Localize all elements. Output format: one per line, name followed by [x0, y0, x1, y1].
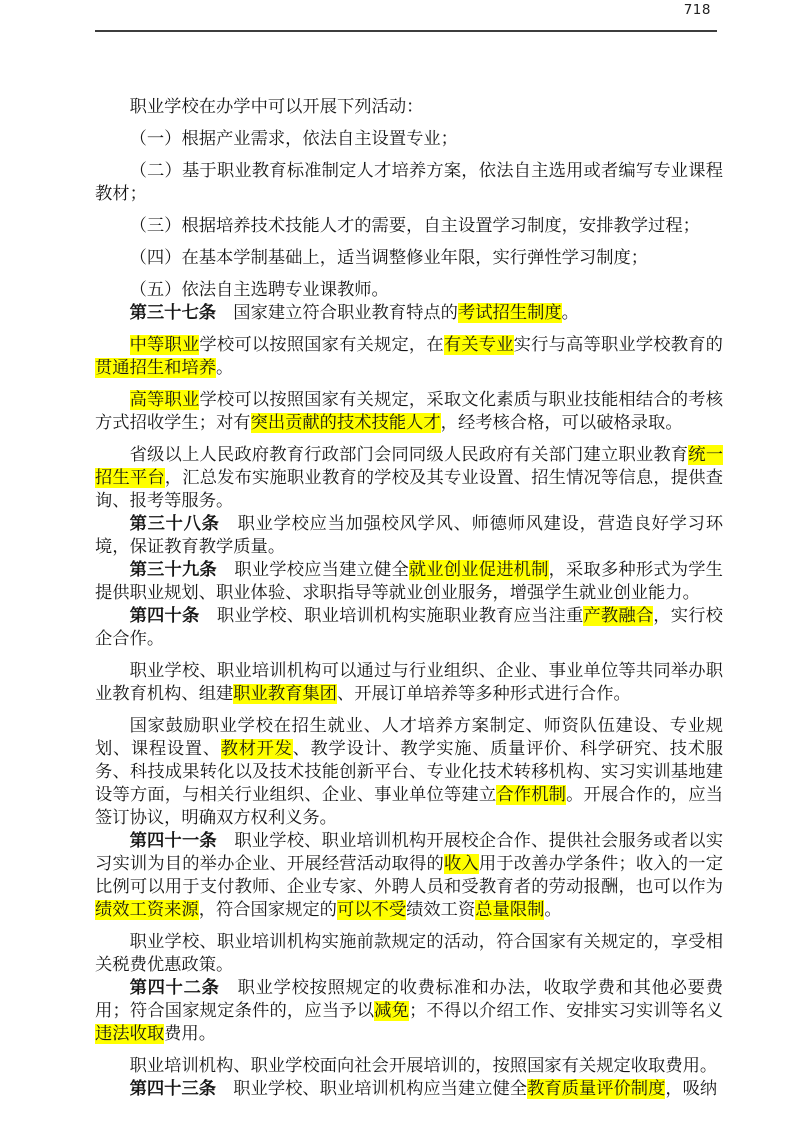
highlighted-text: 突出贡献的技术技能人才 [250, 413, 441, 433]
paragraph: 第四十条 职业学校、职业培训机构实施职业教育应当注重产教融合，实行校企合作。 [95, 606, 723, 649]
article-number: 第三十七条 [129, 303, 217, 323]
paragraph: （一）根据产业需求，依法自主设置专业； [129, 129, 458, 149]
highlighted-text: 总量限制 [475, 900, 545, 920]
highlighted-text: 产教融合 [583, 606, 654, 626]
article-number: 第四十二条 [129, 978, 220, 998]
highlighted-text: 中等职业 [129, 335, 200, 355]
document-body [95, 96, 723, 1101]
article-number: 第四十一条 [129, 831, 217, 851]
article-number: 第三十九条 [129, 560, 217, 580]
paragraph: 第四十一条 职业学校、职业培训机构开展校企合作、提供社会服务或者以实习实训为目的举办企业、开展经营活动取得的收入用于改善办学条件；收入的一定比例可以用于支付教师、企业专家、外聘人员和受教育者的劳动报酬，也可以作为绩效工资来源，符合国家规定的可以不受绩效工资总量限制。 [95, 831, 723, 920]
highlighted-text: 合作机制 [496, 785, 567, 805]
highlighted-text: 考试招生制度 [457, 303, 562, 323]
paragraph: 第三十九条 职业学校应当建立健全就业创业促进机制，采取多种形式为学生提供职业规划、职业体验、求职指导等就业创业服务，增强学生就业创业能力。 [95, 560, 723, 603]
highlighted-text: 有关专业 [443, 335, 514, 355]
paragraph: 省级以上人民政府教育行政部门会同同级人民政府有关部门建立职业教育统一招生平台，汇总发布实施职业教育的学校及其专业设置、招生情况等信息，提供查询、报考等服务。 [95, 445, 723, 511]
paragraph: 第三十七条 国家建立符合职业教育特点的考试招生制度。 [129, 303, 579, 323]
highlighted-text: 职业教育集团 [233, 684, 337, 704]
paragraph: 第四十二条 职业学校按照规定的收费标准和办法，收取学费和其他必要费用；符合国家规定条件的，应当予以减免；不得以介绍工作、安排实习实训等名义违法收取费用。 [95, 978, 723, 1044]
article-number: 第四十条 [129, 606, 200, 626]
paragraph: 中等职业学校可以按照国家有关规定，在有关专业实行与高等职业学校教育的贯通招生和培养。 [95, 335, 723, 378]
paragraph: （二）基于职业教育标准制定人才培养方案，依法自主选用或者编写专业课程教材； [95, 161, 723, 204]
page-number: 718 [683, 2, 711, 18]
article-number: 第四十三条 [129, 1079, 217, 1099]
paragraph: 第四十三条 职业学校、职业培训机构应当建立健全教育质量评价制度，吸纳 [129, 1079, 718, 1099]
paragraph: 高等职业学校可以按照国家有关规定，采取文化素质与职业技能相结合的考核方式招收学生；对有突出贡献的技术技能人才，经考核合格，可以破格录取。 [95, 390, 723, 433]
highlighted-text: 高等职业 [129, 390, 200, 410]
highlighted-text: 可以不受 [336, 900, 407, 920]
paragraph: 国家鼓励职业学校在招生就业、人才培养方案制定、师资队伍建设、专业规划、课程设置、教材开发、教学设计、教学实施、质量评价、科学研究、技术服务、科技成果转化以及技术技能创新平台、专业化技术转移机构、实习实训基地建设等方面，与相关行业组织、企业、事业单位等建立合作机制。开展合作的，应当签订协议，明确双方权利义务。 [95, 716, 723, 828]
paragraph: （三）根据培养技术技能人才的需要，自主设置学习制度，安排教学过程； [129, 216, 700, 236]
highlighted-text: 统一招生平台 [95, 445, 723, 488]
highlighted-text: 违法收取 [95, 1024, 165, 1044]
paragraph: 职业学校在办学中可以开展下列活动： [129, 97, 424, 117]
paragraph: 职业学校、职业培训机构可以通过与行业组织、企业、事业单位等共同举办职业教育机构、组建职业教育集团、开展订单培养等多种形式进行合作。 [95, 661, 723, 704]
highlighted-text: 教育质量评价制度 [527, 1079, 666, 1099]
paragraph: 职业学校、职业培训机构实施前款规定的活动，符合国家有关规定的，享受相关税费优惠政策。 [95, 932, 723, 975]
article-number: 第三十八条 [129, 514, 220, 534]
highlighted-text: 就业创业促进机制 [408, 560, 549, 580]
paragraph: 职业培训机构、职业学校面向社会开展培训的，按照国家有关规定收取费用。 [129, 1056, 718, 1076]
highlighted-text: 教材开发 [220, 739, 293, 759]
highlighted-text: 收入 [443, 854, 479, 874]
highlighted-text: 减免 [374, 1001, 410, 1021]
highlighted-text: 贯通招生和培养 [95, 358, 216, 378]
paragraph: 第三十八条 职业学校应当加强校风学风、师德师风建设，营造良好学习环境，保证教育教学质量。 [95, 514, 723, 557]
paragraph: （五）依法自主选聘专业课教师。 [129, 280, 389, 300]
header-rule [95, 30, 717, 32]
paragraph: （四）在基本学制基础上，适当调整修业年限，实行弹性学习制度； [129, 248, 649, 268]
highlighted-text: 绩效工资来源 [95, 900, 199, 920]
